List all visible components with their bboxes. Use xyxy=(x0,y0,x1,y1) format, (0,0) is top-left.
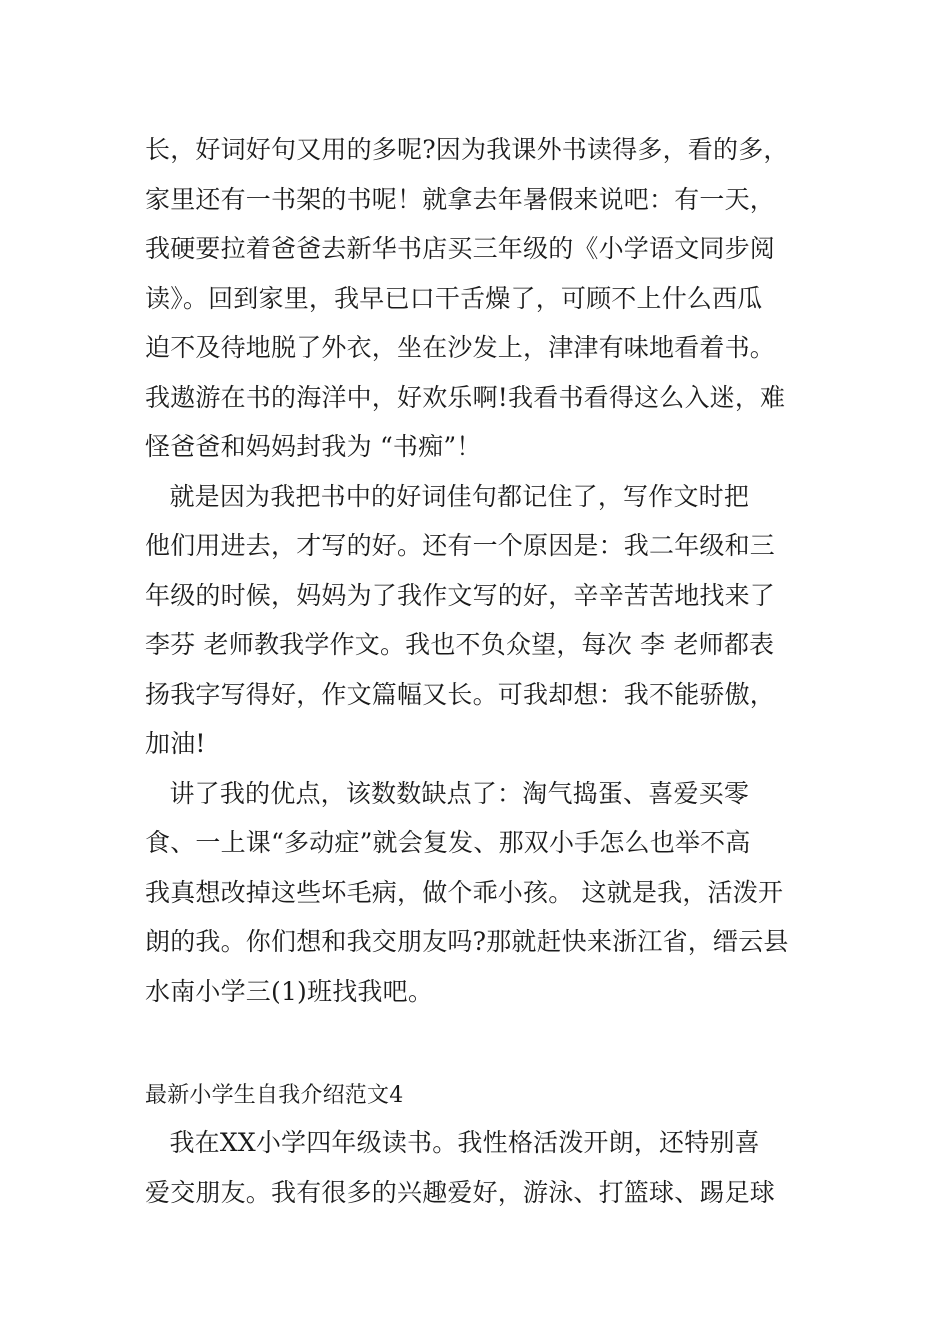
section-heading: 最新小学生自我介绍范文4 xyxy=(145,1083,404,1108)
paragraph-line: 家里还有一书架的书呢！就拿去年暑假来说吧：有一天， xyxy=(145,185,776,214)
paragraph-line: 水南小学三(1)班找我吧。 xyxy=(145,977,434,1006)
paragraph-line: 怪爸爸和妈妈封我为 “书痴”！ xyxy=(145,432,482,461)
paragraph-line: 就是因为我把书中的好词佳句都记住了，写作文时把 xyxy=(145,482,750,511)
paragraph-line: 爱交朋友。我有很多的兴趣爱好，游泳、打篮球、踢足球 xyxy=(145,1178,776,1207)
paragraph-line: 年级的时候，妈妈为了我作文写的好，辛辛苦苦地找来了 xyxy=(145,581,776,610)
paragraph-line: 加油! xyxy=(145,729,206,758)
paragraph-line: 迫不及待地脱了外衣，坐在沙发上，津津有味地看着书。 xyxy=(145,333,776,362)
paragraph-line: 他们用进去，才写的好。还有一个原因是：我二年级和三 xyxy=(145,531,776,560)
paragraph-line: 食、一上课“多动症”就会复发、那双小手怎么也举不高 xyxy=(145,828,751,857)
paragraph-line: 我遨游在书的海洋中，好欢乐啊!我看书看得这么入迷，难 xyxy=(145,383,786,412)
paragraph-line: 长，好词好句又用的多呢?因为我课外书读得多，看的多， xyxy=(145,135,789,164)
paragraph-line: 讲了我的优点，该数数缺点了：淘气捣蛋、喜爱买零 xyxy=(145,779,750,808)
paragraph-line: 读》。回到家里，我早已口干舌燥了，可顾不上什么西瓜 xyxy=(145,284,763,313)
paragraph-line: 我在XX小学四年级读书。我性格活泼开朗，还特别喜 xyxy=(145,1128,760,1157)
paragraph-line: 扬我字写得好，作文篇幅又长。可我却想：我不能骄傲， xyxy=(145,680,776,709)
paragraph-line: 朗的我。你们想和我交朋友吗?那就赶快来浙江省，缙云县 xyxy=(145,927,789,956)
paragraph-line: 我真想改掉这些坏毛病，做个乖小孩。 这就是我，活泼开 xyxy=(145,878,784,907)
paragraph-line: 我硬要拉着爸爸去新华书店买三年级的《小学语文同步阅 xyxy=(145,234,776,263)
paragraph-line: 李芬 老师教我学作文。我也不负众望，每次 李 老师都表 xyxy=(145,630,775,659)
